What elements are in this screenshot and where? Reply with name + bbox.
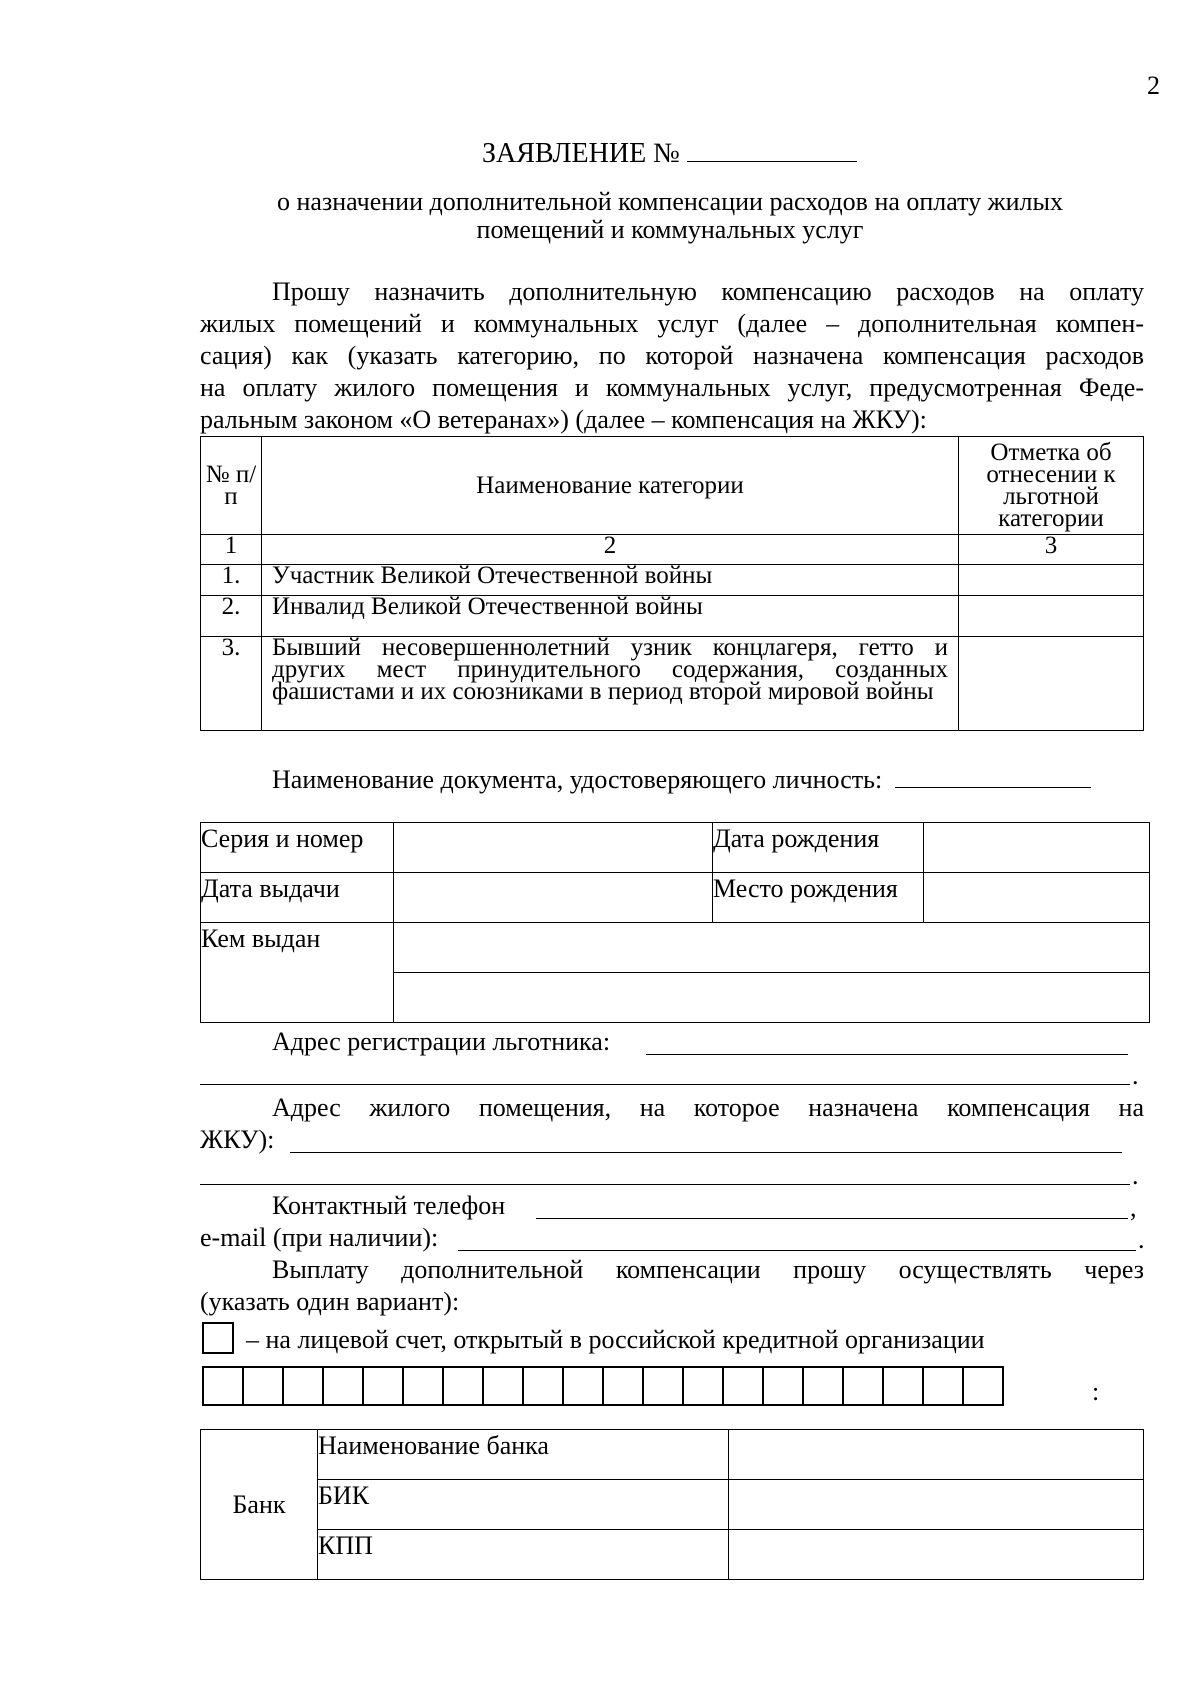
row-category: Участник Великой Отечественной войны [262, 565, 959, 596]
category-table [200, 436, 1144, 731]
account-digit-box[interactable] [964, 1366, 1004, 1406]
row-mark-cell[interactable] [959, 565, 1144, 596]
phone-label: Контактный телефон [272, 1191, 506, 1220]
series-number-label: Серия и номер [201, 823, 394, 873]
housing-address-line-2: ЖКУ): [200, 1125, 275, 1154]
row-mark-cell[interactable] [959, 596, 1144, 637]
account-digit-box[interactable] [844, 1366, 884, 1406]
birth-place-label: Место рождения [713, 873, 924, 923]
col-header-mark [959, 437, 1144, 535]
issued-by-field[interactable] [394, 923, 1150, 973]
bank-table [200, 1429, 1144, 1580]
bank-name-label: Наименование банка [318, 1430, 729, 1480]
account-digit-box[interactable] [324, 1366, 364, 1406]
document-title [482, 138, 857, 170]
email-field[interactable] [458, 1228, 1136, 1251]
subtitle-line-1: о назначении дополнительной компенсации расходов на оплату жилых [277, 187, 1063, 216]
account-digit-box[interactable] [244, 1366, 284, 1406]
col-header-number-text: № п/п [205, 460, 257, 510]
birth-date-label: Дата рождения [713, 823, 924, 873]
payment-line-1: Выплату дополнительной компенсации прошу осуществлять через [272, 1255, 1144, 1284]
table-row [201, 637, 1144, 731]
row-number: 1. [201, 565, 262, 596]
phone-comma: , [1130, 1193, 1137, 1222]
col-number-2: 2 [262, 535, 959, 565]
col-header-number [201, 437, 262, 535]
row-category: Инвалид Великой Отечественной войны [262, 596, 959, 637]
row-number: 3. [201, 637, 262, 731]
document-subtitle [200, 188, 1140, 244]
col-number-3: 3 [959, 535, 1144, 565]
account-digit-box[interactable] [204, 1366, 244, 1406]
table-row [201, 565, 1144, 596]
application-number-field[interactable] [687, 139, 857, 162]
intro-line: на оплату жилого помещения и коммунальных услуг, предусмотренная Феде- [200, 373, 1144, 402]
reg-address-field-2[interactable] [200, 1062, 1130, 1085]
account-digit-box[interactable] [284, 1366, 324, 1406]
account-digit-box[interactable] [804, 1366, 844, 1406]
issued-by-label: Кем выдан [201, 923, 394, 1023]
issue-date-field[interactable] [394, 873, 713, 923]
account-digit-box[interactable] [444, 1366, 484, 1406]
row-category: Бывший несовершеннолетний узник концлагеря, гетто и других мест принудительного содержания, созданных фашистами и их союзниками в период второй мировой войны [262, 637, 959, 731]
phone-field[interactable] [536, 1196, 1128, 1219]
intro-line: сация) как (указать категорию, по которой назначена компенсация расходов [200, 341, 1144, 370]
email-period: . [1138, 1225, 1145, 1254]
kpp-label: КПП [318, 1530, 729, 1580]
identity-table [200, 822, 1150, 1023]
email-label: e-mail (при наличии): [200, 1223, 439, 1252]
account-digit-box[interactable] [604, 1366, 644, 1406]
intro-line: жилых помещений и коммунальных услуг (далее – дополнительная компен- [200, 309, 1144, 338]
reg-address-label: Адрес регистрации льготника: [272, 1027, 611, 1056]
intro-line: Прошу назначить дополнительную компенсацию расходов на оплату [272, 277, 1144, 306]
bank-label: Банк [201, 1430, 318, 1580]
account-option-label: – на лицевой счет, открытый в российской кредитной организации [246, 1325, 985, 1354]
reg-address-period: . [1132, 1061, 1139, 1090]
payment-line-2: (указать один вариант): [200, 1287, 460, 1316]
row-mark-cell[interactable] [959, 637, 1144, 731]
account-digit-box[interactable] [524, 1366, 564, 1406]
table-row [201, 596, 1144, 637]
account-digit-box[interactable] [884, 1366, 924, 1406]
issue-date-label: Дата выдачи [201, 873, 394, 923]
bik-label: БИК [318, 1480, 729, 1530]
page-number: 2 [1147, 71, 1160, 100]
col-header-mark-text: Отметка об отнесении к льготной категории [986, 438, 1116, 532]
title-text: ЗАЯВЛЕНИЕ № [482, 138, 680, 169]
id-document-label: Наименование документа, удостоверяющего личность: [272, 765, 883, 794]
account-digit-box[interactable] [564, 1366, 604, 1406]
series-number-field[interactable] [394, 823, 713, 873]
intro-line: ральным законом «О ветеранах») (далее – компенсация на ЖКУ): [200, 405, 927, 434]
issued-by-field[interactable] [394, 973, 1150, 1023]
account-digit-box[interactable] [404, 1366, 444, 1406]
intro-paragraph [200, 276, 1144, 436]
col-header-category [262, 437, 959, 535]
id-document-field[interactable] [895, 765, 1091, 788]
col-number-1: 1 [201, 535, 262, 565]
account-digit-box[interactable] [684, 1366, 724, 1406]
account-number-colon: : [1092, 1377, 1100, 1406]
account-digit-box[interactable] [764, 1366, 804, 1406]
payment-method [200, 1254, 1144, 1318]
kpp-field[interactable] [729, 1530, 1144, 1580]
account-number-boxes [202, 1366, 1004, 1406]
id-document-line [272, 764, 1091, 796]
reg-address-field[interactable] [646, 1032, 1128, 1055]
housing-address-period: . [1132, 1161, 1139, 1190]
account-digit-box[interactable] [484, 1366, 524, 1406]
account-digit-box[interactable] [364, 1366, 404, 1406]
housing-address-field-2[interactable] [200, 1162, 1130, 1185]
account-digit-box[interactable] [924, 1366, 964, 1406]
housing-address-field[interactable] [290, 1130, 1122, 1153]
bik-field[interactable] [729, 1480, 1144, 1530]
housing-address-line-1: Адрес жилого помещения, на которое назначена компенсация на [272, 1093, 1144, 1122]
account-digit-box[interactable] [724, 1366, 764, 1406]
bank-name-field[interactable] [729, 1430, 1144, 1480]
row-number: 2. [201, 596, 262, 637]
account-option-checkbox[interactable] [202, 1322, 234, 1354]
col-header-category-text: Наименование категории [476, 471, 744, 499]
account-digit-box[interactable] [644, 1366, 684, 1406]
subtitle-line-2: помещений и коммунальных услуг [476, 215, 864, 244]
birth-place-field[interactable] [924, 873, 1150, 923]
birth-date-field[interactable] [924, 823, 1150, 873]
